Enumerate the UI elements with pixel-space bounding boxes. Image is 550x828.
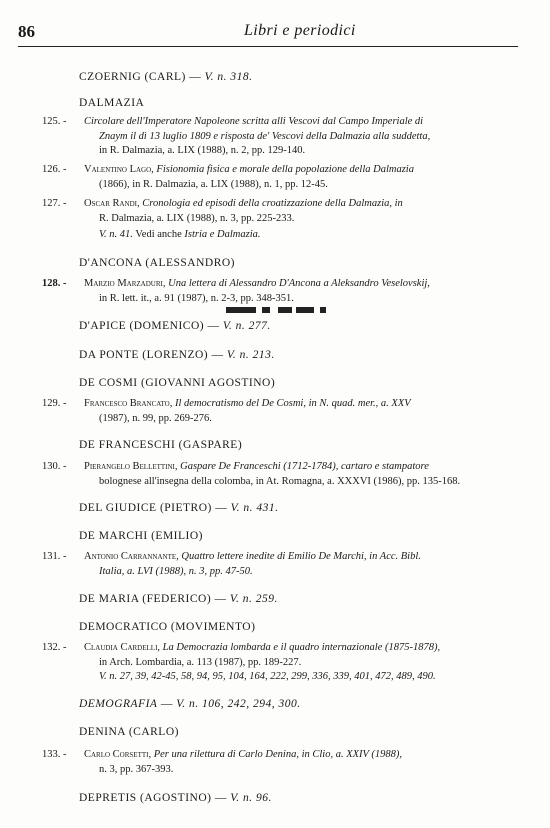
bibliography-entry: 125. - Circolare dell'Imperatore Napoleone scritta alli Vescovi dal Campo Imperiale di Znaym il dì 13 luglio 1809 e risposta de' Vescovi della Dalmazia alla suddetta, in R. Dalmazia, a. LIX (1988), n. 2, pp. 129-140. [42, 116, 431, 156]
entry-author: Marzio Marzaduri [84, 278, 163, 289]
index-heading: D'ANCONA (ALESSANDRO) [79, 257, 236, 269]
index-heading: DALMAZIA [79, 97, 145, 109]
entry-number: 131. - [42, 551, 67, 562]
entry-number: 125. - [42, 116, 67, 127]
bibliography-entry: 127. - Oscar Randi, Cronologia ed episodi della croatizzazione della Dalmazia, in R. Dalmazia, a. LIX (1988), n. 3, pp. 225-233. [42, 198, 403, 224]
entry-author: Francesco Brancato [84, 398, 170, 409]
bibliography-entry: 128. - Marzio Marzaduri, Una lettera di Alessandro D'Ancona a Aleksandro Veselovskij, in R. lett. it., a. 91 (1987), n. 2-3, pp. 348-351. [42, 278, 430, 304]
entry-author: Pierangelo Bellettini [84, 461, 175, 472]
index-heading: DA PONTE (LORENZO) — V. n. 213. [79, 349, 275, 361]
index-heading: DEMOCRATICO (MOVIMENTO) [79, 621, 256, 633]
entry-number: 126. - [42, 164, 67, 175]
ink-smudge [226, 307, 366, 314]
bibliography-entry: 126. - Valentino Lago, Fisionomia fisica e morale della popolazione della Dalmazia (1866), in R. Dalmazia, a. LIX (1988), n. 1, pp. 12-45. [42, 164, 414, 190]
index-heading: DE MARIA (FEDERICO) — V. n. 259. [79, 593, 278, 605]
bibliography-entry: 129. - Francesco Brancato, Il democratismo del De Cosmi, in N. quad. mer., a. XXV (1987), n. 99, pp. 269-276. [42, 398, 411, 424]
bibliography-entry: 131. - Antonio Carrannante, Quattro lettere inedite di Emilio De Marchi, in Acc. Bibl. Italia, a. LVI (1988), n. 3, pp. 47-50. [42, 551, 421, 577]
entry-author: Oscar Randi [84, 198, 137, 209]
entry-author: Valentino Lago [84, 164, 152, 175]
index-heading: DEPRETIS (AGOSTINO) — V. n. 96. [79, 792, 272, 804]
cross-reference: V. n. 41. Vedi anche Istria e Dalmazia. [99, 229, 261, 240]
index-heading: DEL GIUDICE (PIETRO) — V. n. 431. [79, 502, 279, 514]
entry-author: Carlo Corsetti [84, 749, 149, 760]
bibliography-entry: 133. - Carlo Corsetti, Per una rilettura di Carlo Denina, in Clio, a. XXIV (1988), n. 3, pp. 367-393. [42, 749, 403, 775]
index-heading: DE FRANCESCHI (GASPARE) [79, 439, 243, 451]
entry-number: 129. - [42, 398, 67, 409]
index-heading: DENINA (CARLO) [79, 726, 179, 738]
index-heading: D'APICE (DOMENICO) — V. n. 277. [79, 320, 271, 332]
index-heading: DEMOGRAFIA — V. n. 106, 242, 294, 300. [79, 698, 301, 710]
entry-number: 132. - [42, 642, 67, 653]
entry-number: 127. - [42, 198, 67, 209]
entry-number: 128. - [42, 278, 67, 289]
entry-number: 133. - [42, 749, 67, 760]
entry-number: 130. - [42, 461, 67, 472]
page-header [18, 22, 518, 47]
index-heading: CZOERNIG (CARL) — V. n. 318. [79, 71, 253, 83]
index-heading: DE COSMI (GIOVANNI AGOSTINO) [79, 377, 276, 389]
running-title: Libri e periodici [244, 22, 356, 39]
index-heading: DE MARCHI (EMILIO) [79, 530, 203, 542]
bibliography-entry: 130. - Pierangelo Bellettini, Gaspare De Franceschi (1712-1784), cartaro e stampatore bolognese all'insegna della colomba, in At. Romagna, a. XXXVI (1986), pp. 135-168. [42, 461, 461, 487]
bibliography-entry: 132. - Claudia Cardelli, La Democrazia lombarda e il quadro internazionale (1875-1878), in Arch. Lombardia, a. 113 (1987), pp. 189-227. V. n. 27, 39, 42-45, 58, 94, 95, 104, 164, 222, 299, 336, 339, 401, 472, 489, 490. [42, 642, 441, 682]
entry-author: Antonio Carrannante [84, 551, 177, 562]
entry-author: Claudia Cardelli [84, 642, 158, 653]
page-number: 86 [18, 22, 35, 41]
